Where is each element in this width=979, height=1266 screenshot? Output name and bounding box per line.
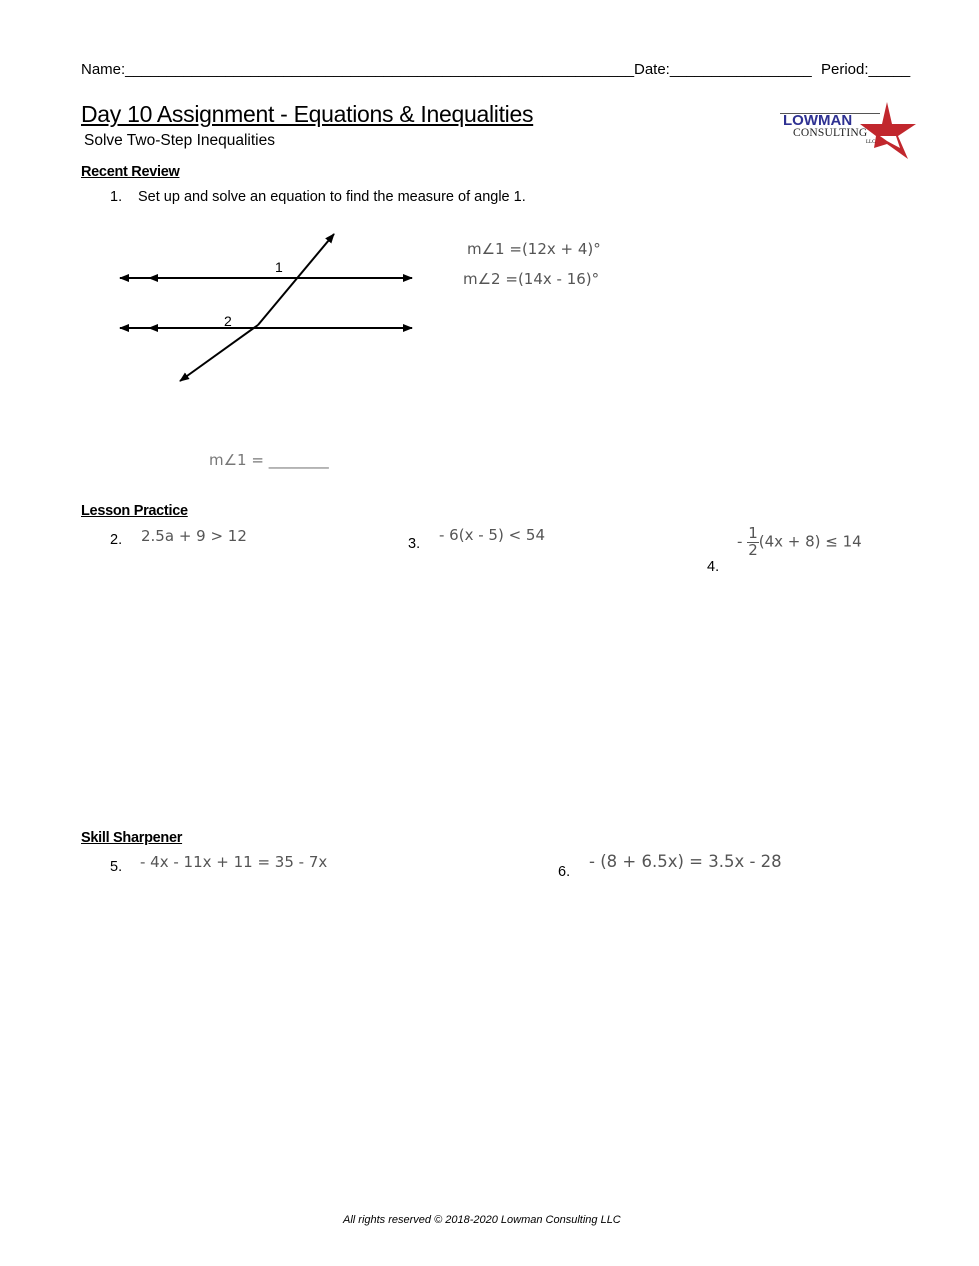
problem-3-number: 3. — [408, 536, 421, 552]
angle-1-label: 1 — [275, 259, 283, 275]
answer-prompt[interactable]: m∠1 = ________ — [209, 451, 329, 469]
section-lesson-practice: Lesson Practice — [81, 503, 188, 519]
logo — [780, 100, 920, 162]
problem-5-number: 5. — [110, 859, 123, 875]
angle-2-label: 2 — [224, 313, 232, 329]
problem-6-number: 6. — [558, 864, 571, 880]
logo-line1: LOWMAN — [783, 112, 853, 129]
problem-4-number: 4. — [707, 559, 720, 575]
problem-4-expr — [737, 526, 862, 558]
problem-5-expr: - 4x - 11x + 11 = 35 - 7x — [140, 853, 328, 871]
problem-4-prefix: - — [737, 532, 743, 551]
parallel-lines-diagram — [100, 220, 430, 395]
problem-2-expr: 2.5a + 9 > 12 — [141, 527, 247, 545]
logo-line3: LLC — [866, 140, 876, 145]
problem-6-expr: - (8 + 6.5x) = 3.5x - 28 — [589, 852, 782, 871]
problem-3-expr: - 6(x - 5) < 54 — [439, 526, 545, 544]
fraction — [747, 526, 759, 558]
section-recent-review: Recent Review — [81, 164, 180, 180]
date-field[interactable]: Date:_________________ — [634, 61, 812, 78]
logo-line2: CONSULTING — [793, 127, 868, 139]
name-field[interactable]: Name:_____________________________________________________________ — [81, 61, 635, 78]
problem-1-number: 1. — [110, 189, 123, 205]
fraction-denominator: 2 — [748, 541, 758, 559]
footer-copyright: All rights reserved © 2018-2020 Lowman Consulting LLC — [343, 1214, 621, 1226]
problem-1-text: Set up and solve an equation to find the measure of angle 1. — [138, 189, 526, 205]
page-subtitle: Solve Two-Step Inequalities — [84, 132, 275, 149]
section-skill-sharpener: Skill Sharpener — [81, 830, 183, 846]
problem-4-body: (4x + 8) ≤ 14 — [758, 532, 862, 551]
period-field[interactable]: Period:_____ — [821, 61, 911, 78]
given-angle-1: m∠1 =(12x + 4)° — [467, 240, 601, 258]
given-angle-2: m∠2 =(14x - 16)° — [463, 270, 600, 288]
fraction-numerator: 1 — [748, 524, 758, 542]
page-title: Day 10 Assignment - Equations & Inequalities — [81, 101, 534, 127]
problem-2-number: 2. — [110, 532, 123, 548]
